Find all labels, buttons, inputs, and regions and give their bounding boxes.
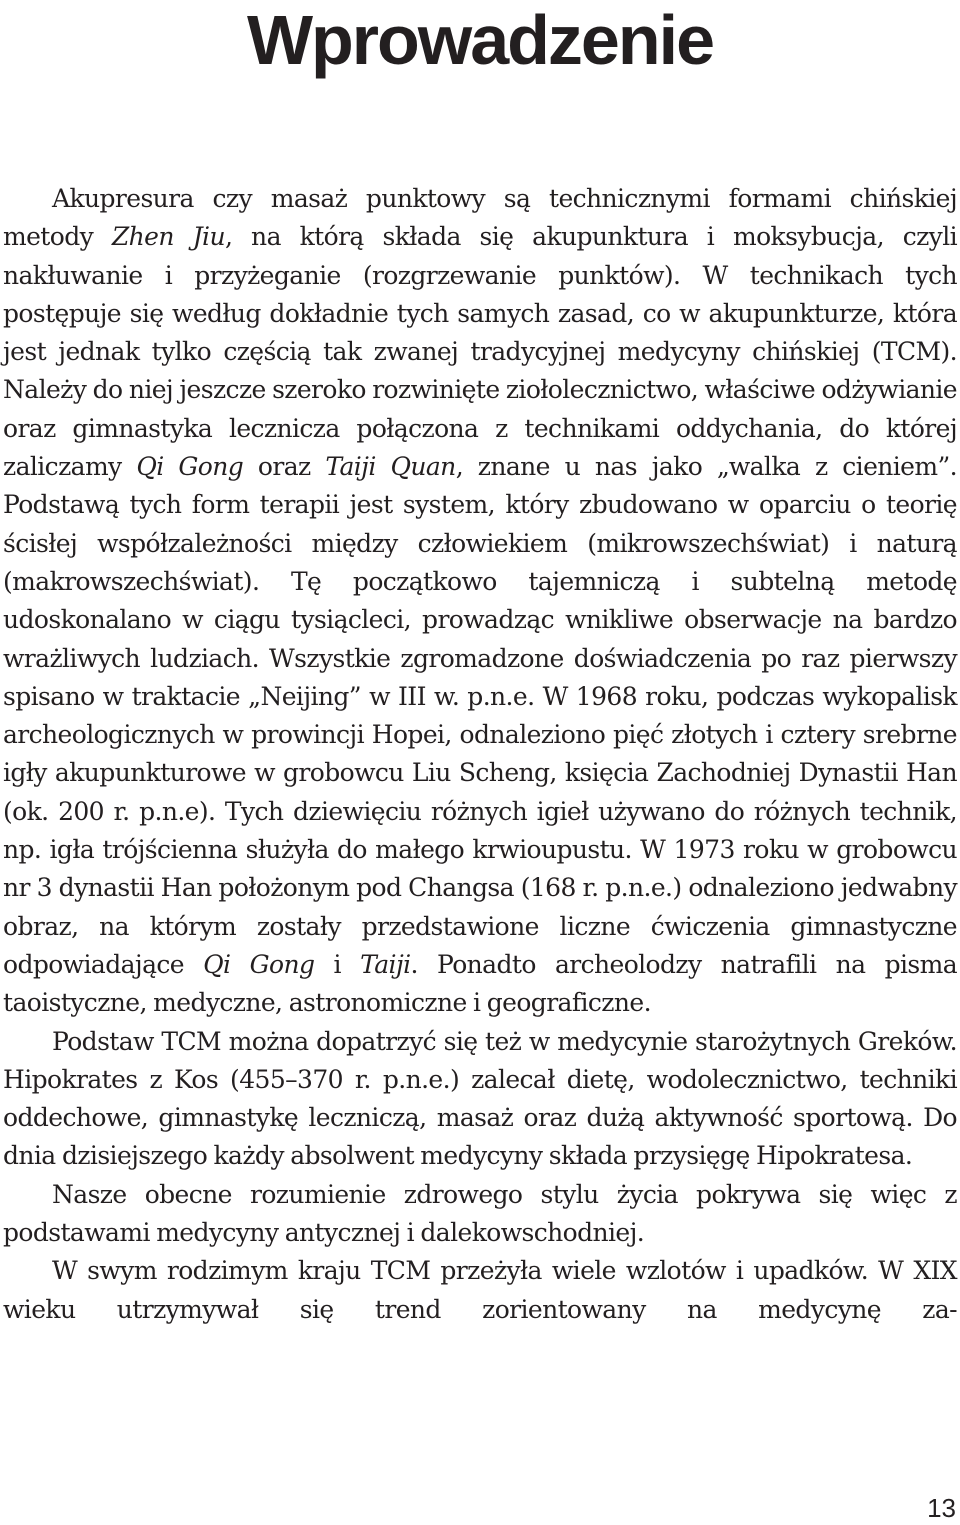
italic-term: Zhen Jiu (111, 222, 225, 252)
text-run: oraz (243, 452, 326, 482)
paragraph (3, 1176, 957, 1253)
text-run: . Ponadto archeolodzy natrafili na pisma taoistyczne, medyczne, astronomiczne i geograficzne. (3, 949, 958, 1018)
text-run: W swym rodzimym kraju TCM przeżyła wiele wzlotów i upadków. W XIX wieku utrzymywał się trend zorientowany na medycynę za- (3, 1256, 957, 1324)
italic-term: Qi Gong (136, 452, 244, 482)
text-run: Akupresura czy masaż punktowy są technicznymi formami chińskiej metody (3, 184, 957, 252)
chapter-title: Wprowadzenie (246, 1, 714, 79)
text-run: Podstaw TCM można dopatrzyć się też w medycynie starożytnych Greków. Hipokrates z Kos (455–370 r. p.n.e.) zalecał dietę, wodolecznictwo, techniki oddechowe, gimnastykę leczniczą, masaż oraz dużą aktywność sportową. Do dnia dzisiejszego każdy absolwent medycyny składa przysięgę Hipokratesa. (3, 1026, 957, 1171)
paragraph (3, 180, 957, 1023)
italic-term: Taiji (360, 949, 411, 979)
italic-term: Taiji Quan (325, 452, 456, 482)
text-run: Nasze obecne rozumienie zdrowego stylu życia pokrywa się więc z podstawami medycyny antycznej i dalekowschodniej. (3, 1179, 957, 1248)
text-run: , na którą składa się akupunktura i moksybucja, czyli nakłuwanie i przyżeganie (rozgrzewanie punktów). W technikach tych postępuje się według dokładnie tych samych zasad, co w akupunkturze, która jest jednak tylko częścią tak zwanej tradycyjnej medycyny chińskiej (TCM). Należy do niej jeszcze szeroko rozwinięte ziołolecznictwo, właściwe odżywianie oraz gimnastyka lecznicza połączona z technikami oddychania, do której zaliczamy (3, 222, 958, 482)
paragraph (3, 1252, 957, 1329)
body-text (3, 180, 957, 1329)
page-number: 13 (927, 1493, 956, 1523)
text-run: , znane u nas jako „walka z cieniem”. Podstawą tych form terapii jest system, który zbudowano w oparciu o teorię ścisłej współzależności między człowiekiem (mikrowszechświat) i naturą (makrowszechświat). Tę początkowo tajemniczą i subtelną metodę udoskonalano w ciągu tysiącleci, prowadząc wnikliwe obserwacje na bardzo wrażliwych ludziach. Wszystkie zgromadzone doświadczenia po raz pierwszy spisano w traktacie „Neijing” w III w. p.n.e. W 1968 roku, podczas wykopalisk archeologicznych w prowincji Hopei, odnaleziono pięć złotych i cztery srebrne igły akupunkturowe w grobowcu Liu Scheng, księcia Zachodniej Dynastii Han (ok. 200 r. p.n.e). Tych dziewięciu różnych igieł używano do różnych technik, np. igła trójścienna służyła do małego krwioupustu. W 1973 roku w grobowcu nr 3 dynastii Han położonym pod Changsa (168 r. p.n.e.) odnaleziono jedwabny obraz, na którym zostały przedstawione liczne ćwiczenia gimnastyczne odpowiadające (3, 452, 957, 979)
paragraph (3, 1023, 957, 1176)
italic-term: Qi Gong (203, 949, 315, 979)
text-run: i (314, 949, 361, 979)
